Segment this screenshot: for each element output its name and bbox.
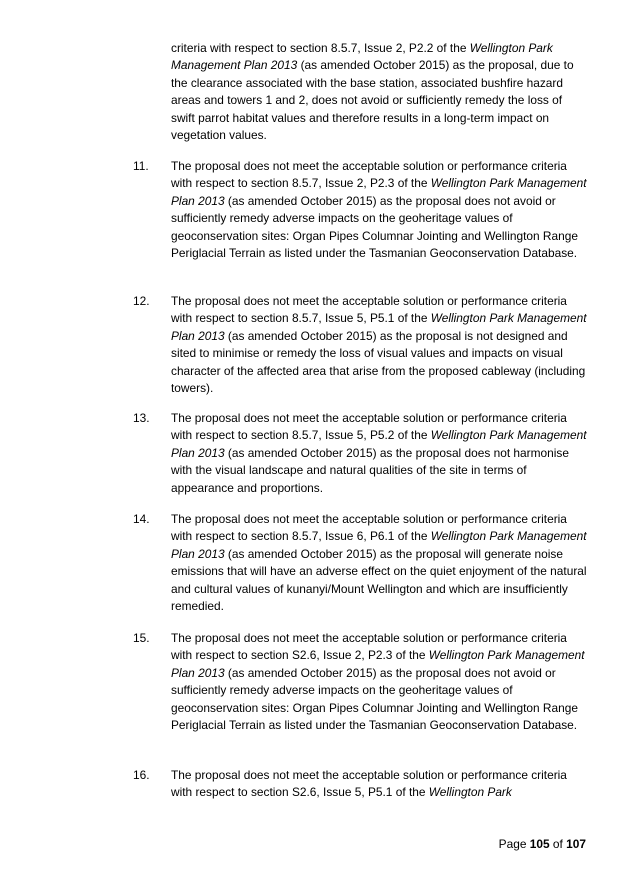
text-run: The proposal does not meet the acceptable solution or performance criteria with respect to section S2.6, Issue 5, P5.1 of the — [171, 768, 567, 800]
text-run: (as amended October 2015) as the proposal is not designed and sited to minimise or remedy the loss of visual values and impacts on visual character of the affected area that arise from the proposed cableway (including towers). — [171, 328, 586, 396]
text-run: (as amended October 2015) as the proposal does not harmonise with the visual landscape and natural qualities of the site in terms of appearance and proportions. — [171, 445, 569, 495]
page-total: 107 — [566, 837, 586, 851]
text-run-italic: Wellington Park Management Plan 2013 — [171, 311, 587, 343]
page-label: Page — [498, 837, 527, 851]
text-run: The proposal does not meet the acceptable solution or performance criteria with respect to section 8.5.7, Issue 5, P5.1 of the — [171, 294, 567, 326]
text-run: The proposal does not meet the acceptable solution or performance criteria with respect to section 8.5.7, Issue 5, P5.2 of the — [171, 411, 567, 443]
paragraph-text — [171, 40, 587, 144]
item-number: 15. — [133, 631, 150, 645]
item-number: 11. — [133, 159, 149, 173]
item-text — [171, 511, 589, 615]
item-text — [171, 630, 589, 734]
text-run-italic: Wellington Park Management Plan 2013 — [171, 176, 587, 208]
text-run-italic: Wellington Park Management Plan 2013 — [171, 529, 587, 561]
item-text — [171, 767, 589, 802]
page-footer — [499, 836, 586, 853]
item-number: 12. — [133, 294, 150, 308]
text-run: (as amended October 2015) as the proposal will generate noise emissions that will have an adverse effect on the quiet enjoyment of the natural and cultural values of kunanyi/Mount Wellington and which are insufficiently remedied. — [171, 546, 587, 614]
text-run-italic: Wellington Park — [428, 785, 512, 800]
text-run-italic: Wellington Park Management Plan 2013 — [171, 648, 585, 680]
page-current: 105 — [529, 837, 550, 851]
text-run: The proposal does not meet the acceptable solution or performance criteria with respect to section 8.5.7, Issue 2, P2.3 of the — [171, 159, 567, 191]
text-run: criteria with respect to section 8.5.7, Issue 2, P2.2 of the — [171, 41, 470, 55]
item-text — [171, 410, 589, 497]
text-run-italic: Wellington Park Management Plan 2013 — [171, 428, 587, 460]
text-run: (as amended October 2015) as the proposal, due to the clearance associated with the base station, associated bushfire hazard areas and towers 1 and 2, does not avoid or sufficiently remedy the loss of swift parrot habitat values and therefore results in a long-term impact on vegetation values. — [171, 58, 574, 143]
text-run: (as amended October 2015) as the proposal does not avoid or sufficiently remedy adverse impacts on the geoheritage values of geoconservation sites: Organ Pipes Columnar Jointing and Wellington Range Periglacial Terrain as listed under the Tasmanian Geoconservation Database. — [171, 665, 578, 733]
text-run: The proposal does not meet the acceptable solution or performance criteria with respect to section S2.6, Issue 2, P2.3 of the — [171, 631, 567, 663]
item-number: 14. — [133, 512, 150, 526]
text-run: (as amended October 2015) as the proposal does not avoid or sufficiently remedy adverse impacts on the geoheritage values of geoconservation sites: Organ Pipes Columnar Jointing and Wellington Range Periglacial Terrain as listed under the Tasmanian Geoconservation Database. — [171, 193, 578, 261]
of-label: of — [552, 837, 563, 851]
continuation-paragraph — [171, 40, 587, 144]
text-run: The proposal does not meet the acceptable solution or performance criteria with respect to section 8.5.7, Issue 6, P6.1 of the — [171, 512, 567, 544]
item-number: 13. — [133, 411, 150, 425]
text-run-italic: Wellington Park Management Plan 2013 — [171, 41, 553, 73]
item-text — [171, 293, 589, 397]
item-number: 16. — [133, 768, 150, 782]
item-text — [171, 158, 589, 262]
